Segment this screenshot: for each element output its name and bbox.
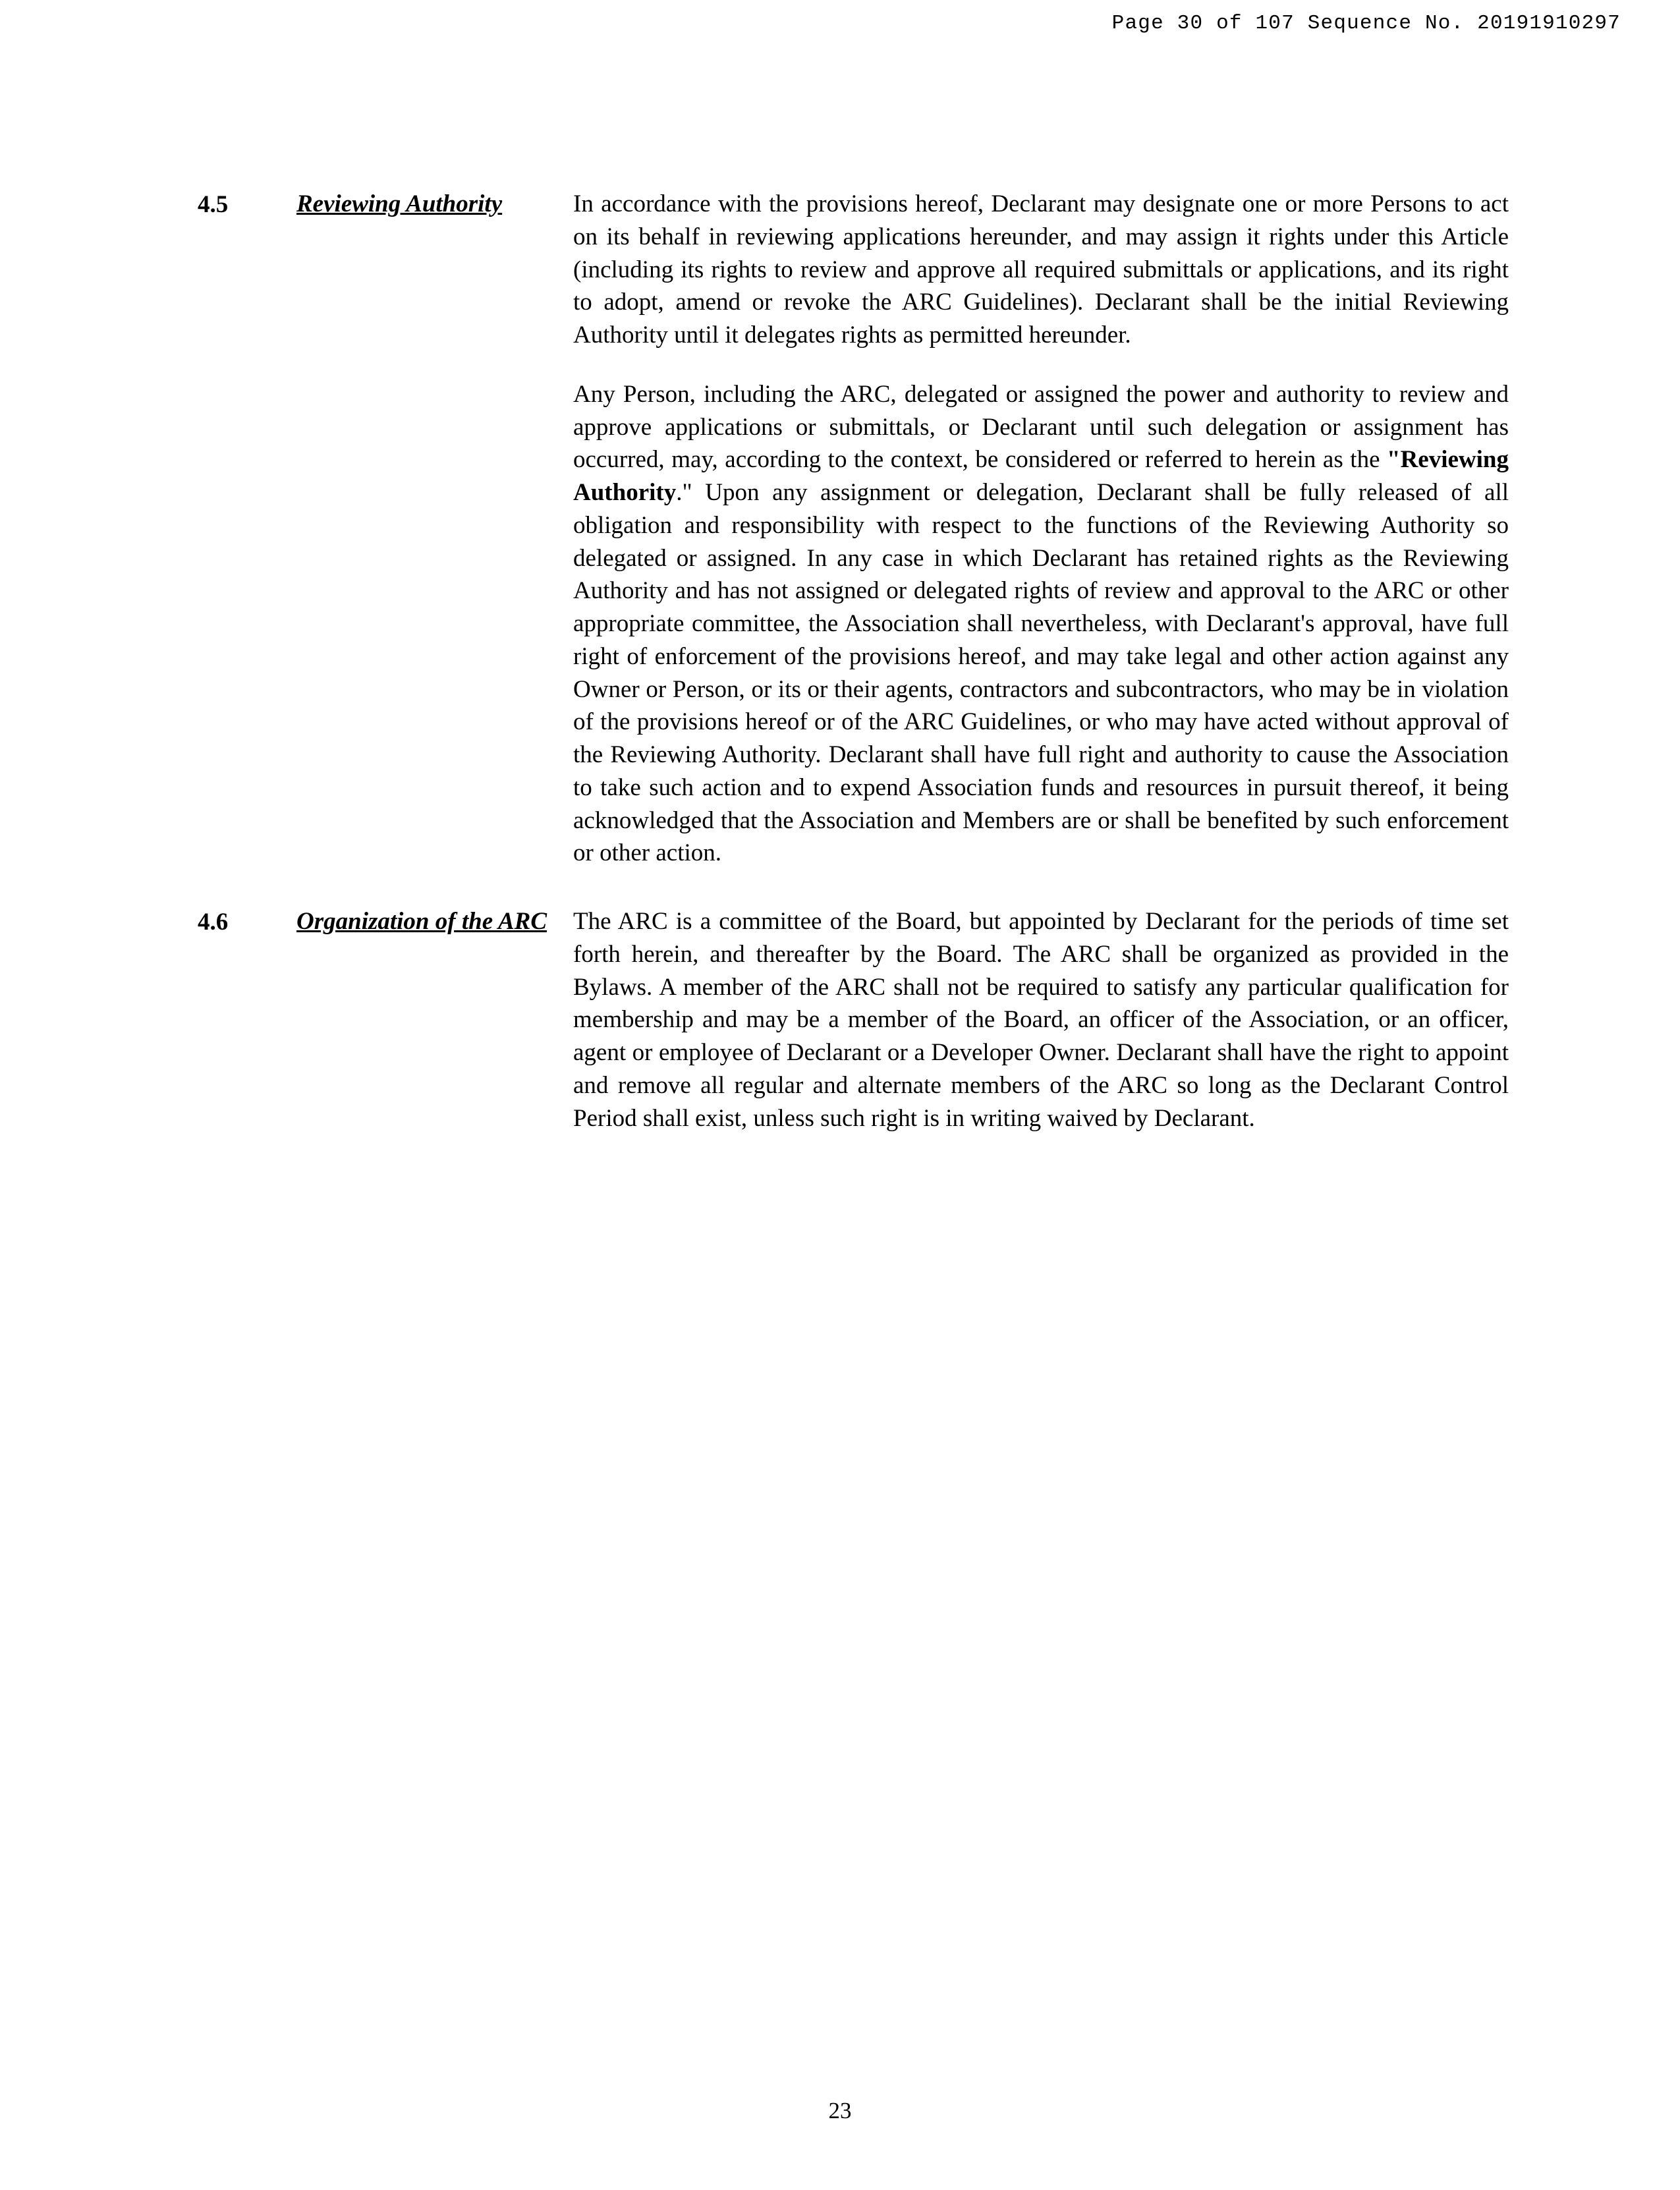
section-4-5-paragraph-2-text-b: ." Upon any assignment or delegation, Declarant shall be fully released of all obligation and responsibility with respect to the functions of the Reviewing Authority so delegated or assigned. In any case in which Declarant has retained rights as the Reviewing Authority and has not assigned or delegated rights of review and approval to the ARC or other appropriate committee, the Association shall nevertheless, with Declarant's approval, have full right of enforcement of the provisions hereof, and may take legal and other action against any Owner or Person, or its or their agents, contractors and subcontractors, who may be in violation of the provisions hereof or of the ARC Guidelines, or who may have acted without approval of the Reviewing Authority. Declarant shall have full right and authority to cause the Association to take such action and to expend Association funds and resources in pursuit thereof, it being acknowledged that the Association and Members are or shall be benefited by such enforcement or other action. bbox=[573, 479, 1509, 867]
section-4-6-body bbox=[573, 905, 1509, 1135]
document-body bbox=[198, 188, 1509, 1170]
page-number: 23 bbox=[828, 2098, 852, 2123]
section-4-5-paragraph-2 bbox=[573, 378, 1509, 870]
section-4-5-title: Reviewing Authority bbox=[296, 190, 503, 217]
section-4-5-body bbox=[573, 188, 1509, 870]
section-4-6 bbox=[198, 905, 1509, 1135]
section-4-5-paragraph-1: In accordance with the provisions hereof, Declarant may designate one or more Persons to act on its behalf in reviewing applications hereunder, and may assign it rights under this Article (including its rights to review and approve all required submittals or applications, and its right to adopt, amend or revoke the ARC Guidelines). Declarant shall be the initial Reviewing Authority until it delegates rights as permitted hereunder. bbox=[573, 190, 1509, 349]
page-header: Page 30 of 107 Sequence No. 20191910297 bbox=[1111, 12, 1621, 35]
section-4-6-paragraph-1: The ARC is a committee of the Board, but appointed by Declarant for the periods of time set forth herein, and thereafter by the Board. The ARC shall be organized as provided in the Bylaws. A member of the ARC shall not be required to satisfy any particular qualification for membership and may be a member of the Board, an officer of the Association, or an officer, agent or employee of Declarant or a Developer Owner. Declarant shall have the right to appoint and remove all regular and alternate members of the ARC so long as the Declarant Control Period shall exist, unless such right is in writing waived by Declarant. bbox=[573, 908, 1509, 1132]
section-4-5-paragraph-2-text-a: Any Person, including the ARC, delegated or assigned the power and authority to review and approve applications or submittals, or Declarant until such delegation or assignment has occurred, may, according to the context, be considered or referred to herein as the bbox=[573, 380, 1509, 474]
section-4-6-row bbox=[198, 905, 1509, 1135]
section-4-6-number: 4.6 bbox=[198, 909, 229, 936]
section-4-5-defined-term: "Reviewing Authority bbox=[573, 446, 1509, 506]
section-4-5-number: 4.5 bbox=[198, 191, 229, 218]
section-4-5 bbox=[198, 188, 1509, 870]
section-4-5-row bbox=[198, 188, 1509, 870]
section-4-6-title: Organization of the ARC bbox=[296, 908, 547, 935]
